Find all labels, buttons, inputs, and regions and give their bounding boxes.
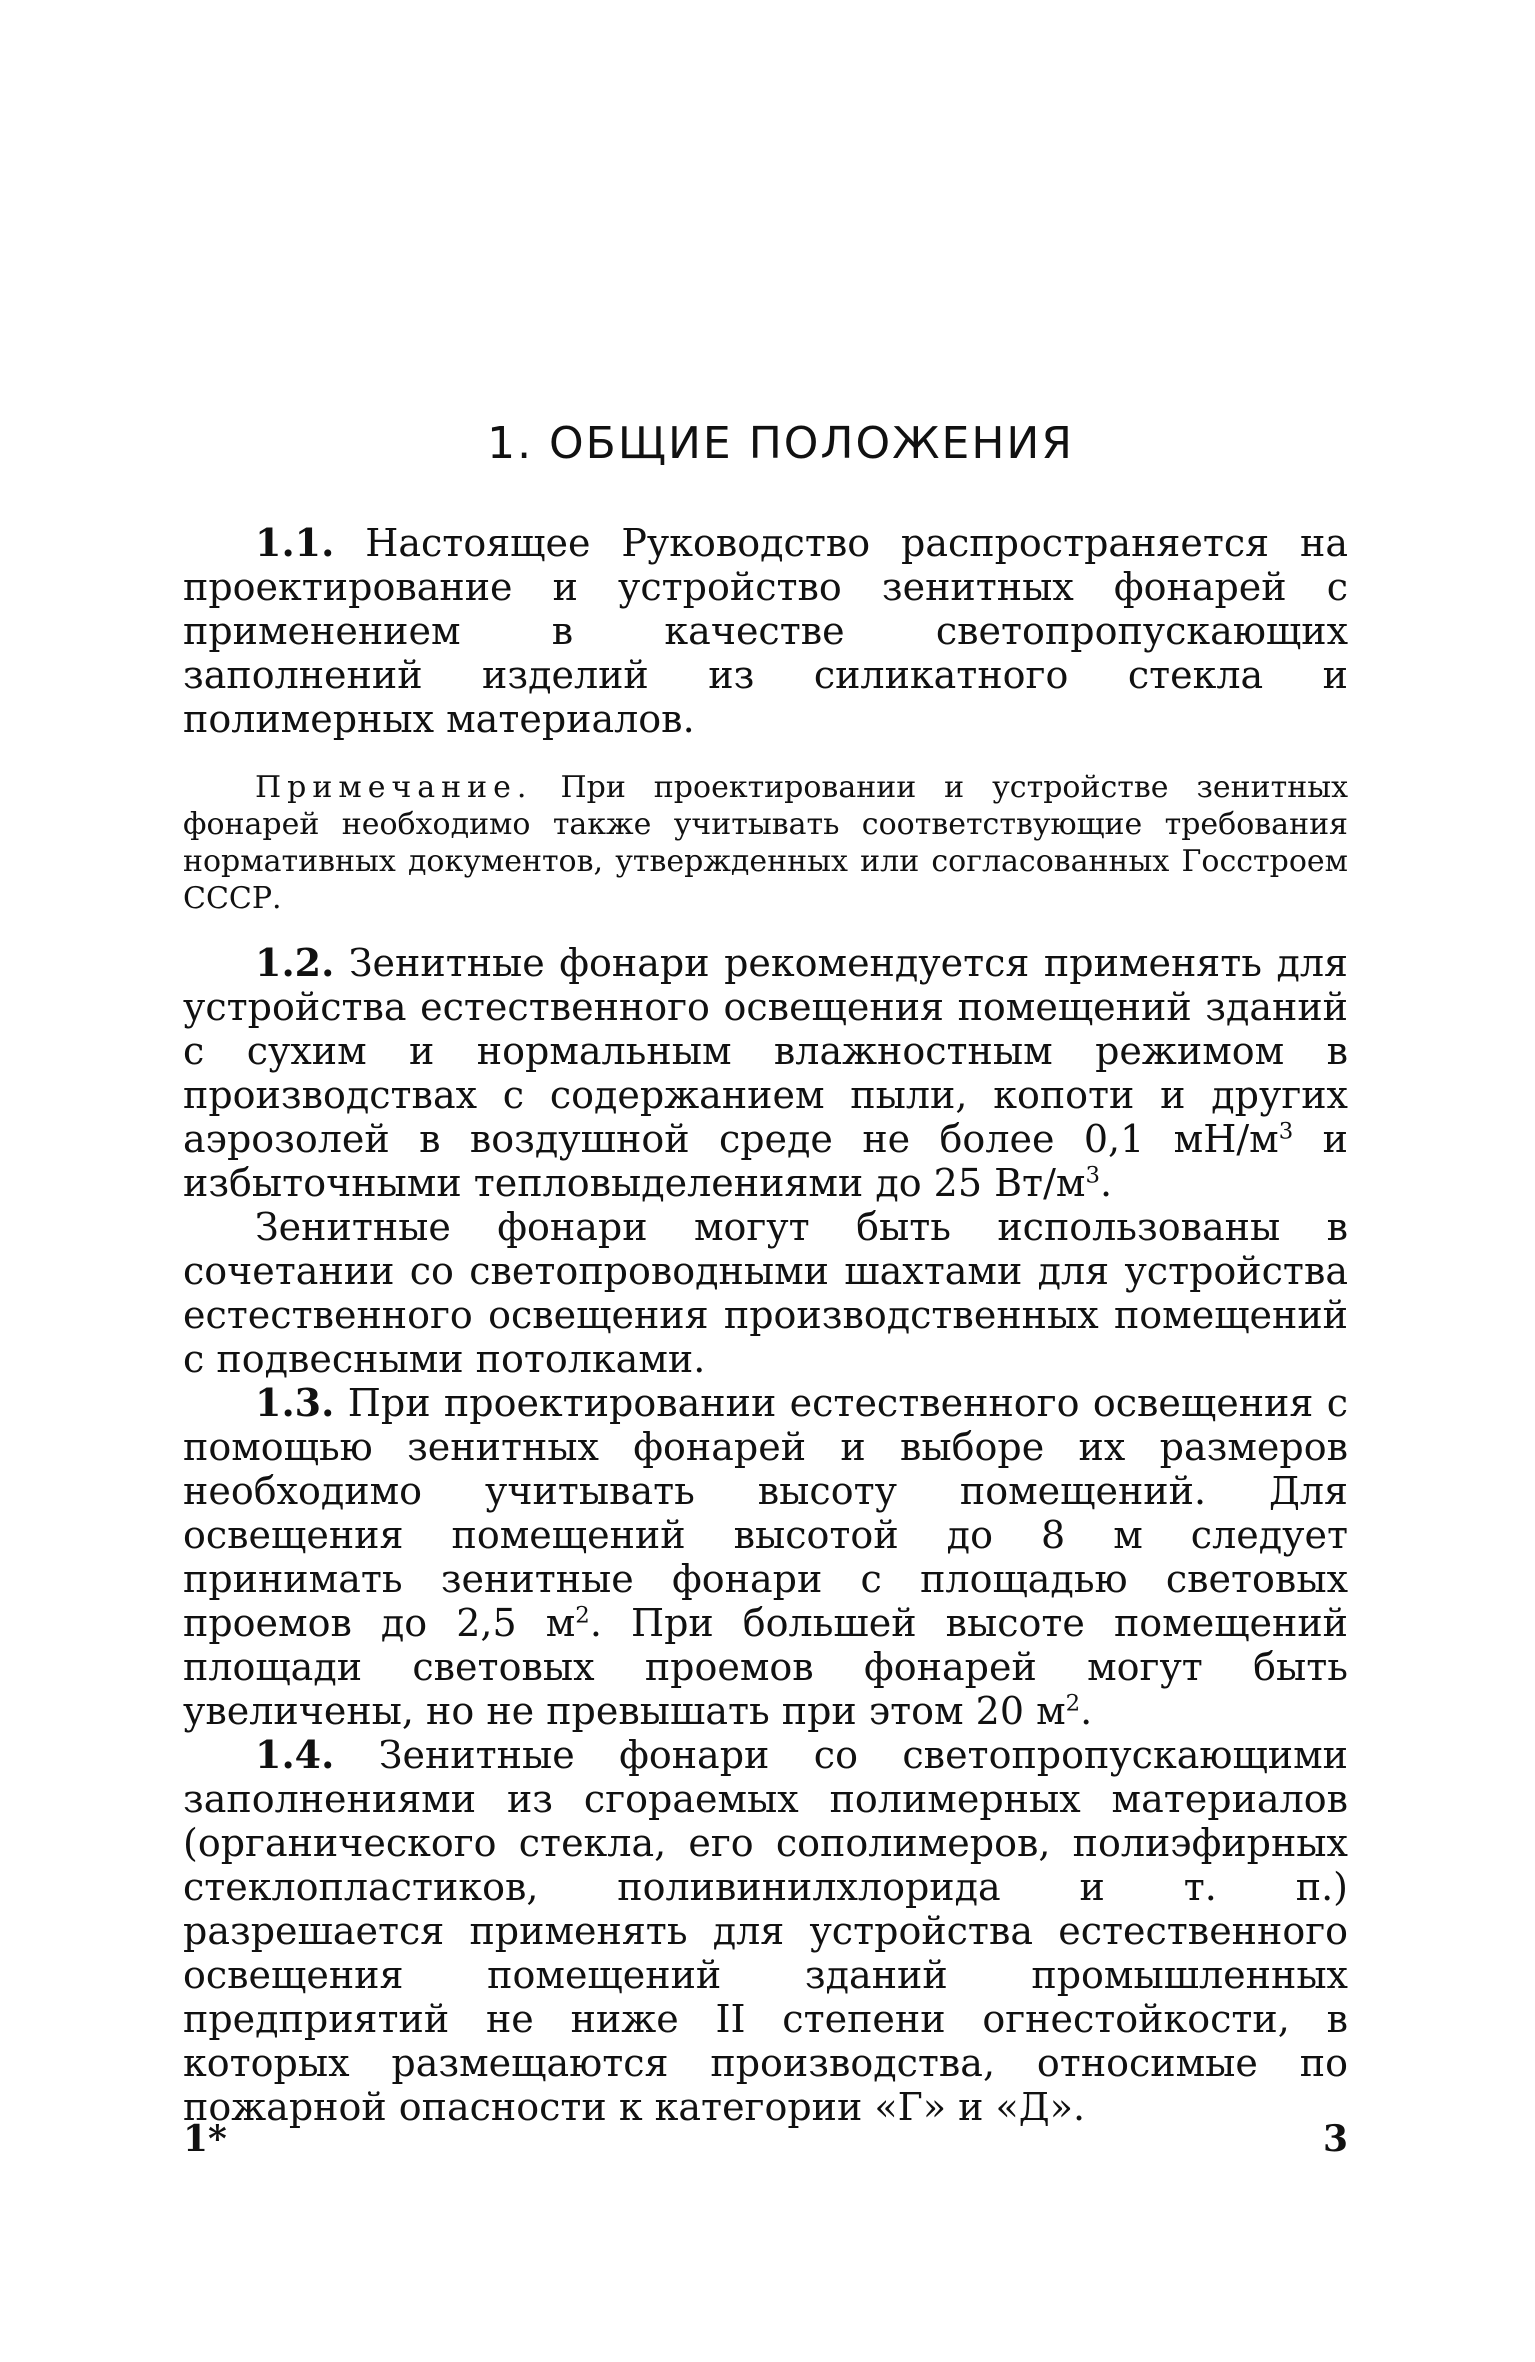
paragraph-text: Зенитные фонари со светопропускающими заполнениями из сгораемых полимерных материалов (органического стекла, его сополимеров, полиэфирных стеклопластиков, поливинилхлорида и т. п.) разрешается применять для устройства естественного освещения помещений зданий промышленных предприятий не ниже II степени огнестойкости, в которых размещаются производства, относимые по пожарной опасности к категории «Г» и «Д». xyxy=(183,1733,1348,2129)
paragraph-text: . xyxy=(1080,1689,1093,1733)
superscript: 2 xyxy=(1065,1690,1081,1717)
paragraph-number: 1.1. xyxy=(255,520,335,565)
page-number: 3 xyxy=(1322,2118,1348,2160)
page-footer xyxy=(183,2118,1348,2168)
paragraph-number: 1.4. xyxy=(255,1732,335,1777)
paragraph-1-2-continuation xyxy=(183,1205,1348,1381)
paragraph-1-2 xyxy=(183,941,1348,1205)
paragraph-text: . xyxy=(1099,1161,1113,1205)
section-heading: 1. ОБЩИЕ ПОЛОЖЕНИЯ xyxy=(487,418,1074,469)
paragraph-text: . При большей высоте помещений площади световых проемов фонарей могут быть увеличены, но не превышать при этом 20 м xyxy=(183,1601,1348,1733)
superscript: 2 xyxy=(575,1602,590,1629)
paragraph-text: Настоящее Руководство распространяется на проектирование и устройство зенитных фонарей с применением в качестве светопропускающих заполнений изделий из силикатного стекла и полимерных материалов. xyxy=(183,521,1348,741)
paragraph-text: Зенитные фонари могут быть использованы в сочетании со светопроводными шахтами для устройства естественного освещения производственных помещений с подвесными потолками. xyxy=(183,1205,1348,1381)
signature-mark: 1* xyxy=(183,2118,227,2160)
note-text: При проектировании и устройстве зенитных фонарей необходимо также учитывать соответствующие требования нормативных документов, утвержденных или согласованных Госстроем СССР. xyxy=(183,770,1348,916)
superscript: 3 xyxy=(1085,1162,1100,1189)
superscript: 3 xyxy=(1278,1118,1294,1145)
page-content xyxy=(183,418,1348,2129)
paragraph-1-1 xyxy=(183,521,1348,741)
paragraph-1-3 xyxy=(183,1381,1348,1733)
note-label: Примечание. xyxy=(255,770,533,805)
paragraph-number: 1.3. xyxy=(255,1380,335,1425)
paragraph-text: При проектировании естественного освещения с помощью зенитных фонарей и выборе их размеров необходимо учитывать высоту помещений. Для освещения помещений высотой до 8 м следует принимать зенитные фонари с площадью световых проемов до 2,5 м xyxy=(183,1381,1348,1645)
paragraph-text: Зенитные фонари рекомендуется применять для устройства естественного освещения помещений зданий с сухим и нормальным влажностным режимом в производствах с содержанием пыли, копоти и других аэрозолей в воздушной среде не более 0,1 мН/м xyxy=(183,941,1348,1161)
note xyxy=(183,769,1348,917)
paragraph-1-4 xyxy=(183,1733,1348,2129)
paragraph-number: 1.2. xyxy=(255,940,335,985)
paragraph-text: и избыточными тепловыделениями до 25 Вт/м xyxy=(183,1117,1349,1205)
